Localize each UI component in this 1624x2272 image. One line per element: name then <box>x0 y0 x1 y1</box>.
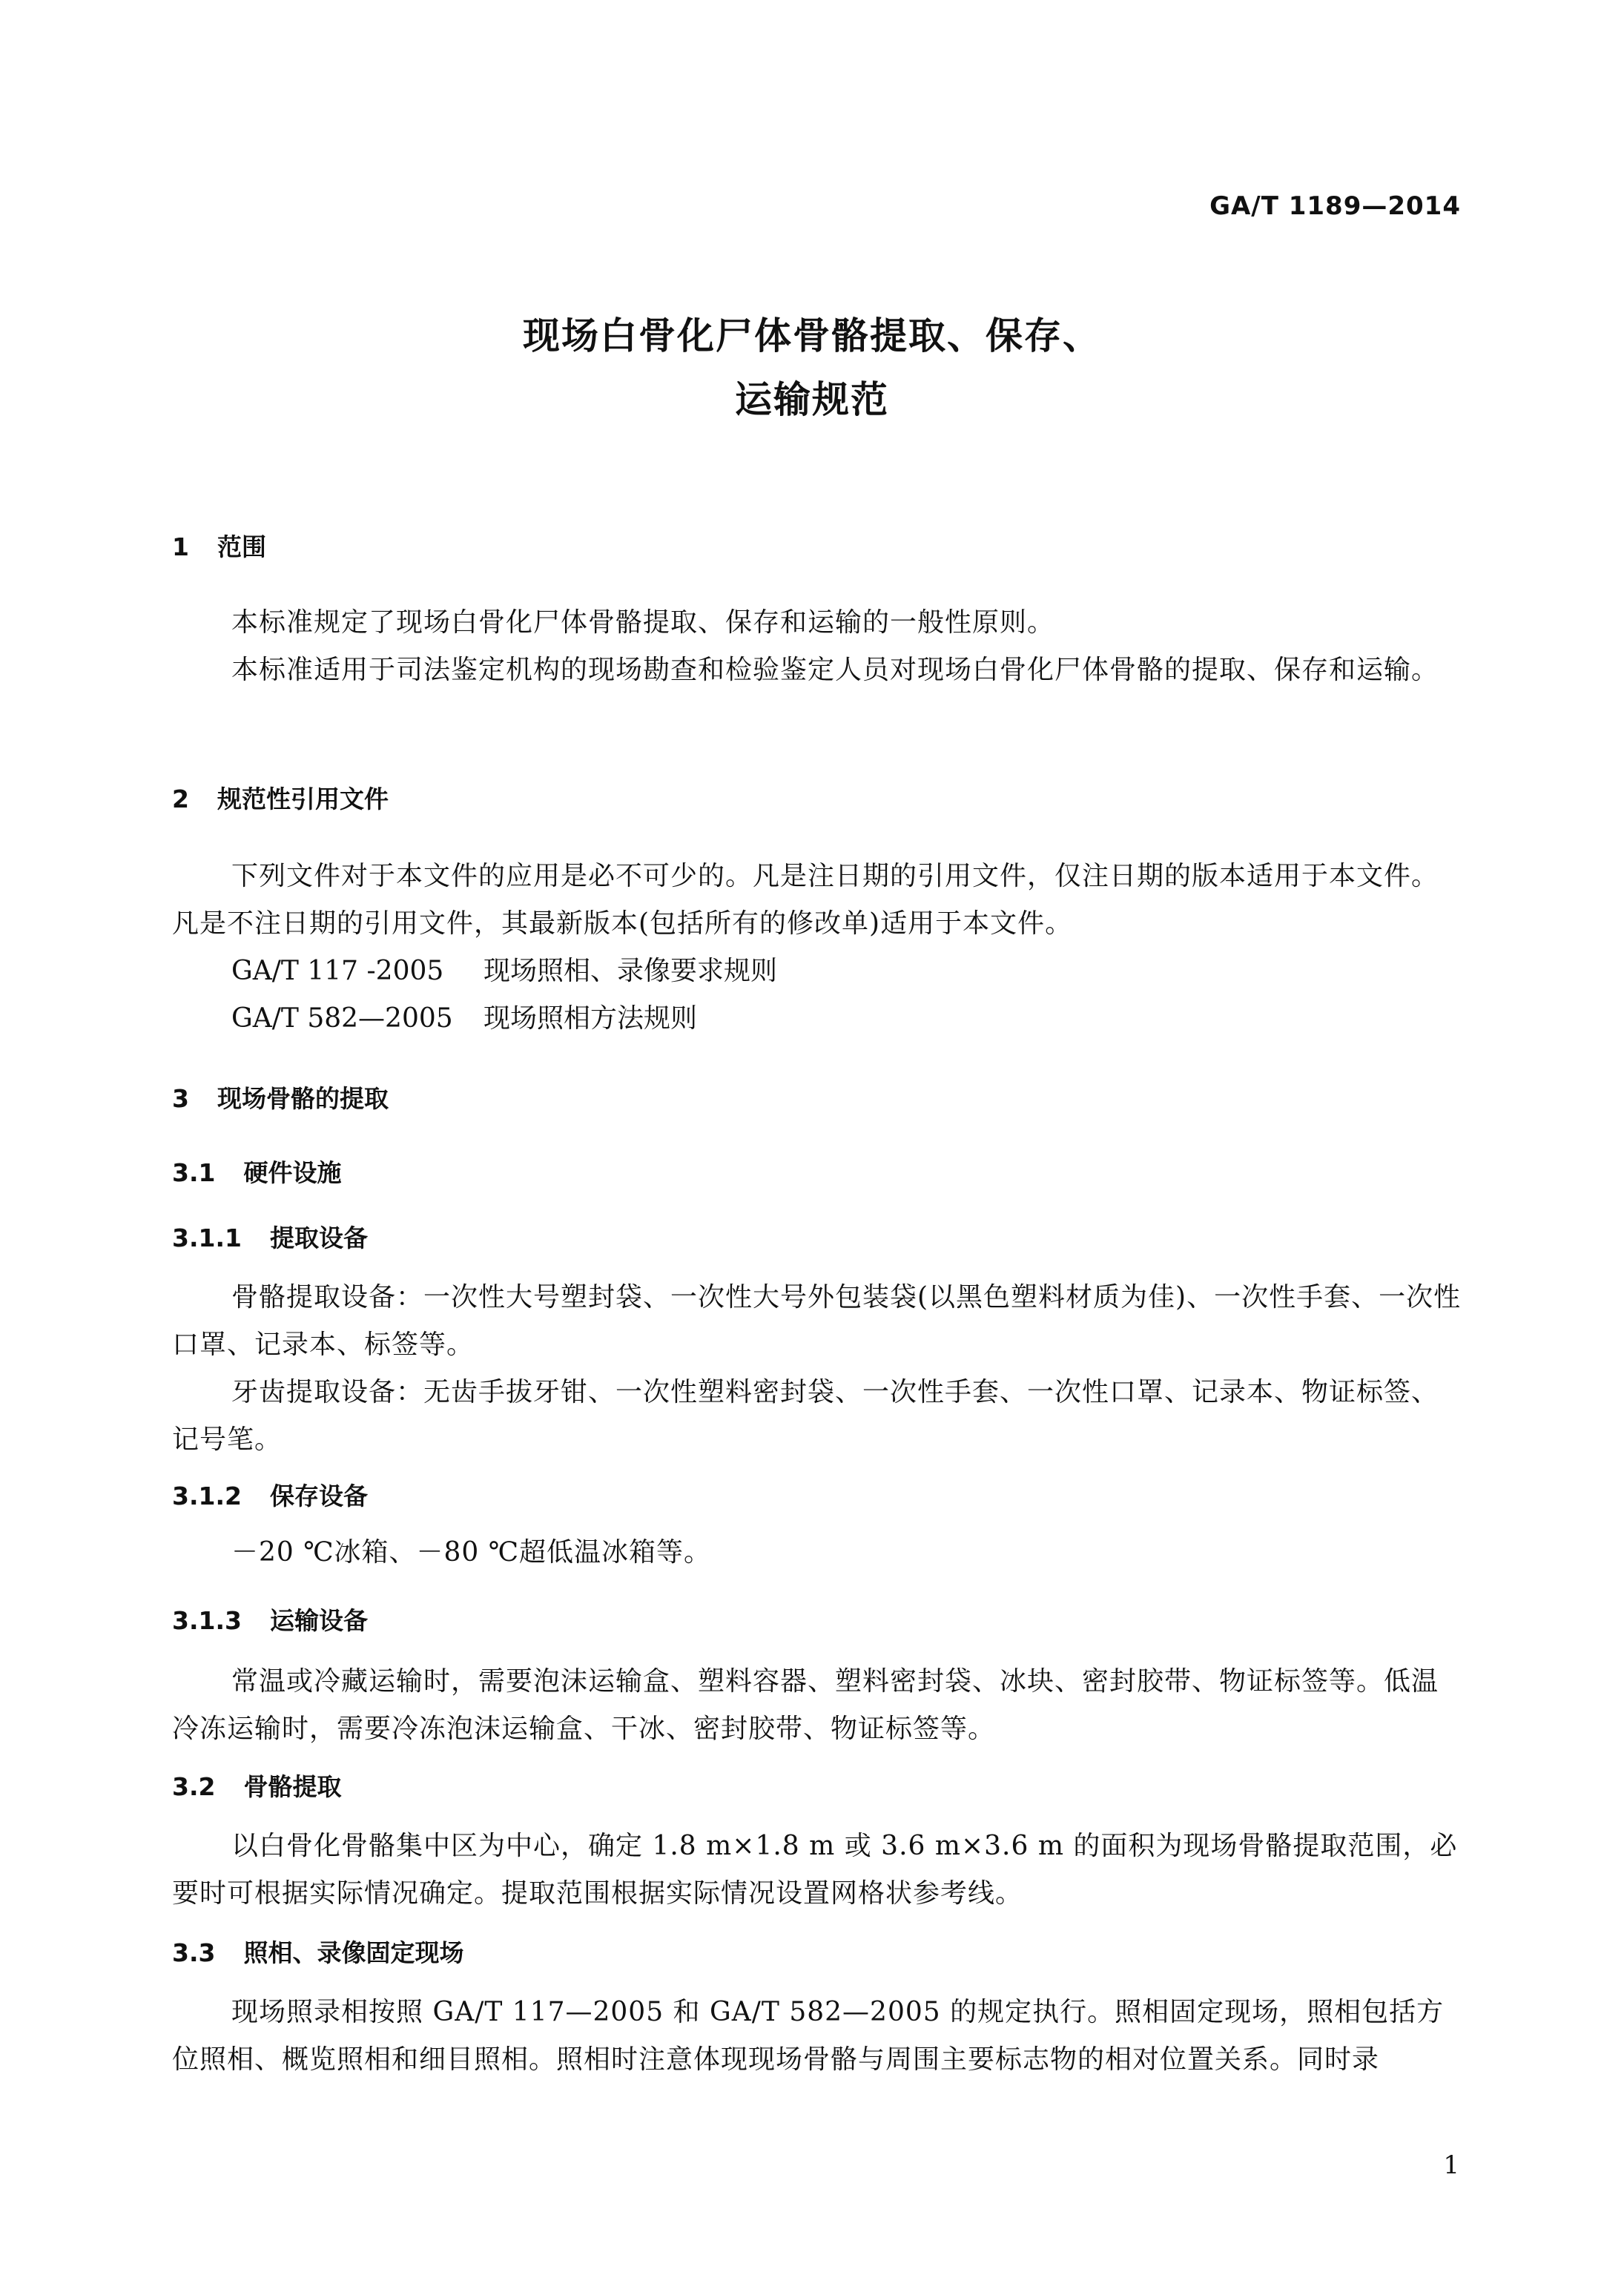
heading-section-3-1-2 <box>172 1477 368 1512</box>
document-title <box>0 314 1624 445</box>
heading-section-3-2 <box>172 1768 341 1803</box>
heading-title: 现场骨骼的提取 <box>217 1084 389 1113</box>
heading-section-3-3 <box>172 1934 463 1969</box>
page-number: 1 <box>1443 2150 1459 2180</box>
heading-number: 3.2 <box>172 1772 216 1801</box>
paragraph: 常温或冷藏运输时，需要泡沫运输盒、塑料容器、塑料密封袋、冰块、密封胶带、物证标签等。低温冷冻运输时，需要冷冻泡沫运输盒、干冰、密封胶带、物证标签等。 <box>172 1666 1439 1744</box>
standard-code: GA/T 1189—2014 <box>1209 191 1461 221</box>
paragraph: 下列文件对于本文件的应用是必不可少的。凡是注日期的引用文件，仅注日期的版本适用于本文件。凡是不注日期的引用文件，其最新版本(包括所有的修改单)适用于本文件。 <box>172 861 1439 939</box>
paragraph: 现场照录相按照 GA/T 117—2005 和 GA/T 582—2005 的规定执行。照相固定现场，照相包括方位照相、概览照相和细目照相。照相时注意体现现场骨骼与周围主要标志物的相对位置关系。同时录 <box>172 1997 1445 2075</box>
paragraph: －20 ℃冰箱、－80 ℃超低温冰箱等。 <box>231 1537 712 1568</box>
paragraph: 本标准规定了现场白骨化尸体骨骼提取、保存和运输的一般性原则。 <box>231 607 1055 638</box>
heading-title: 范围 <box>217 532 266 561</box>
heading-title: 照相、录像固定现场 <box>243 1938 464 1967</box>
heading-section-1 <box>172 528 266 563</box>
heading-number: 3.1.1 <box>172 1223 242 1252</box>
reference-title: 现场照相方法规则 <box>483 1003 698 1034</box>
title-line-2: 运输规范 <box>735 378 889 421</box>
heading-title: 提取设备 <box>269 1223 368 1252</box>
heading-section-3 <box>172 1080 389 1114</box>
reference-code: GA/T 117 -2005 <box>231 956 444 986</box>
reference-item <box>231 995 697 1043</box>
heading-title: 规范性引用文件 <box>217 785 389 813</box>
heading-section-3-1-3 <box>172 1602 368 1637</box>
reference-item <box>231 948 777 995</box>
heading-section-3-1 <box>172 1154 341 1189</box>
heading-number: 3.1 <box>172 1158 216 1187</box>
heading-number: 3.1.3 <box>172 1606 242 1635</box>
heading-section-2 <box>172 780 389 815</box>
heading-title: 运输设备 <box>269 1606 368 1635</box>
heading-title: 硬件设施 <box>243 1158 342 1187</box>
reference-title: 现场照相、录像要求规则 <box>483 956 778 986</box>
paragraph: 本标准适用于司法鉴定机构的现场勘查和检验鉴定人员对现场白骨化尸体骨骼的提取、保存和运输。 <box>231 655 1439 685</box>
paragraph: 牙齿提取设备：无齿手拔牙钳、一次性塑料密封袋、一次性手套、一次性口罩、记录本、物证标签、记号笔。 <box>172 1377 1439 1455</box>
heading-title: 保存设备 <box>269 1482 368 1510</box>
paragraph: 骨骼提取设备：一次性大号塑封袋、一次性大号外包装袋(以黑色塑料材质为佳)、一次性手套、一次性口罩、记录本、标签等。 <box>172 1282 1462 1360</box>
paragraph: 以白骨化骨骼集中区为中心，确定 1.8 m×1.8 m 或 3.6 m×3.6 m 的面积为现场骨骼提取范围，必要时可根据实际情况确定。提取范围根据实际情况设置网格状参考线。 <box>172 1831 1458 1909</box>
heading-section-3-1-1 <box>172 1219 368 1254</box>
heading-title: 骨骼提取 <box>243 1772 342 1801</box>
heading-number: 2 <box>172 785 189 813</box>
heading-number: 3 <box>172 1084 189 1113</box>
reference-code: GA/T 582—2005 <box>231 1003 453 1034</box>
heading-number: 3.3 <box>172 1938 216 1967</box>
heading-number: 1 <box>172 532 189 561</box>
heading-number: 3.1.2 <box>172 1482 242 1510</box>
title-line-1: 现场白骨化尸体骨骼提取、保存、 <box>523 314 1101 357</box>
